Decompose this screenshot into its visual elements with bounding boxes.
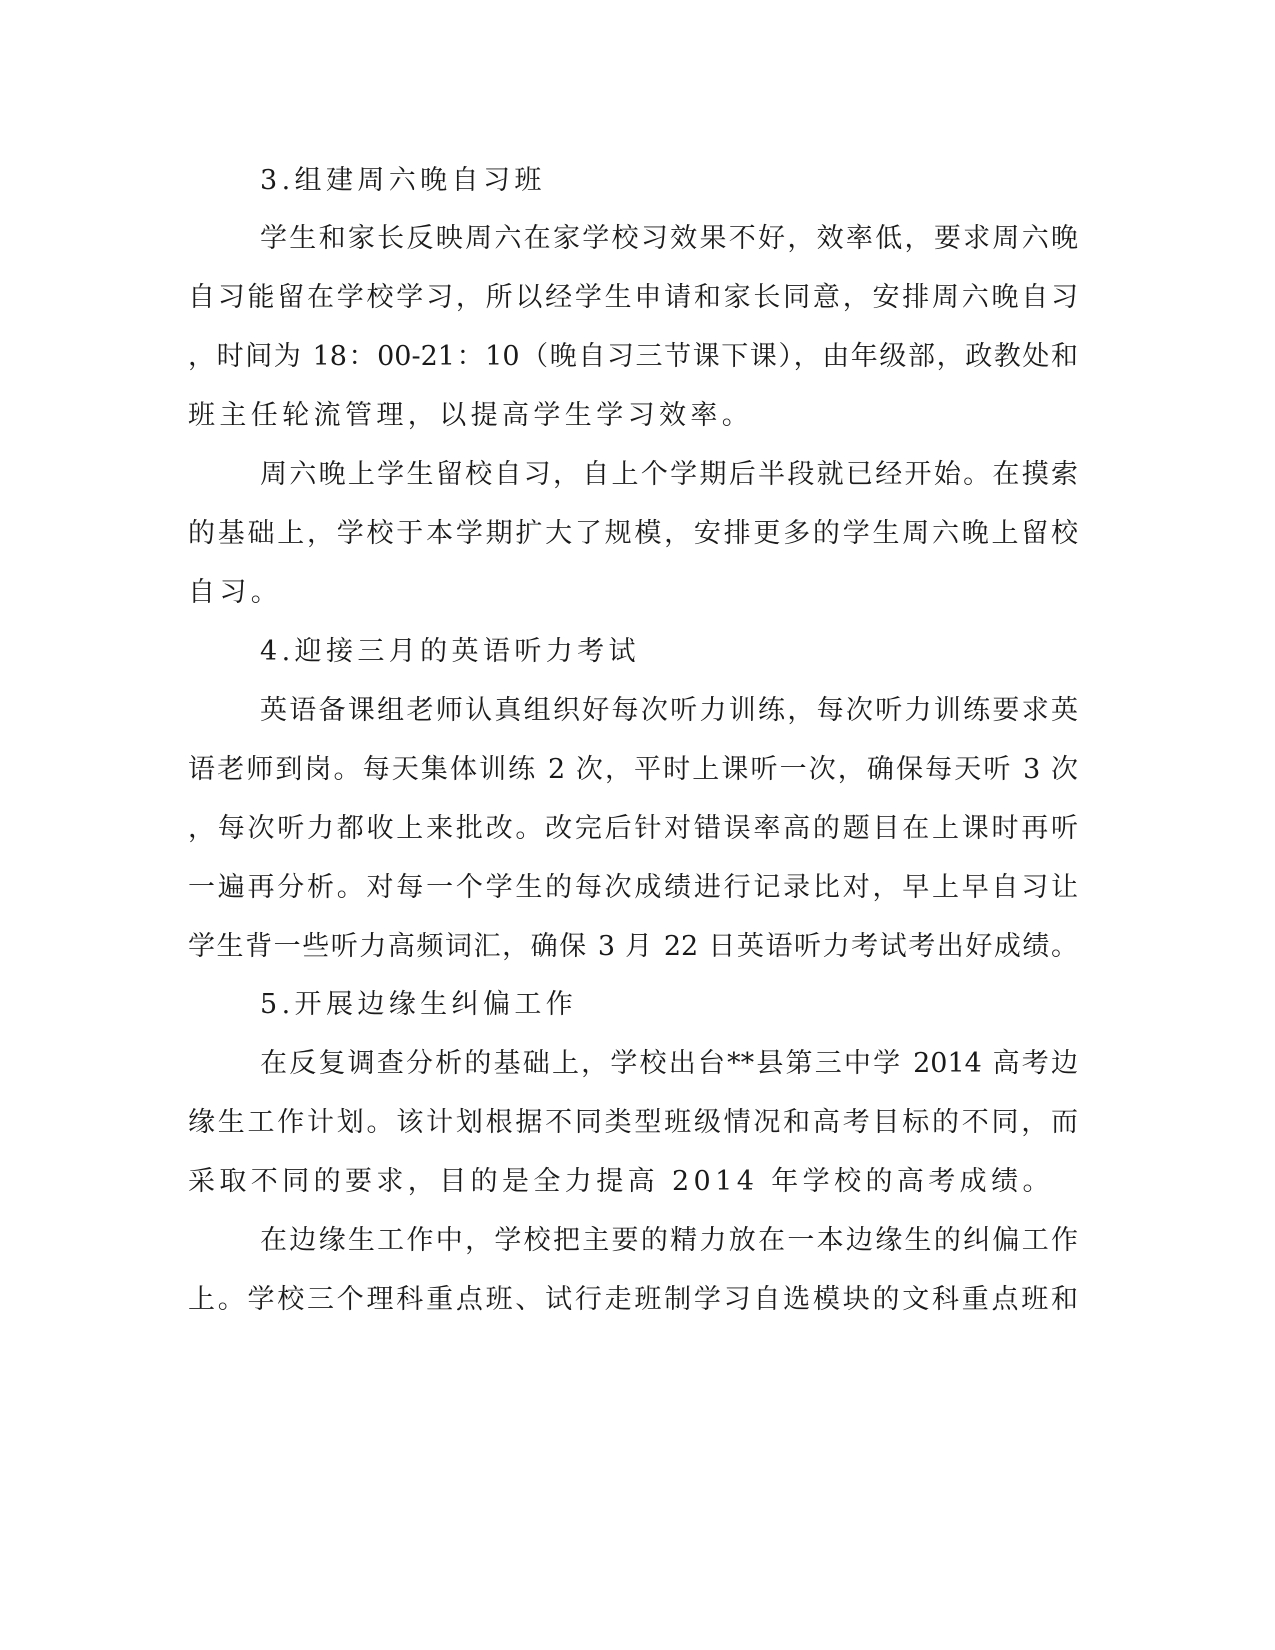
- paragraph-line: 班主任轮流管理，以提高学生学习效率。: [188, 400, 754, 431]
- heading-saturday-study: 3.组建周六晚自习班: [260, 165, 546, 196]
- paragraph-line: 采取不同的要求，目的是全力提高 2014 年学校的高考成绩。: [188, 1166, 1054, 1197]
- paragraph-line: 在边缘生工作中，学校把主要的精力放在一本边缘生的纠偏工作: [260, 1225, 1078, 1256]
- paragraph-line: 的基础上，学校于本学期扩大了规模，安排更多的学生周六晚上留校: [188, 518, 1078, 549]
- paragraph-line: 在反复调查分析的基础上，学校出台**县第三中学 2014 高考边: [260, 1048, 1078, 1079]
- paragraph-line: 英语备课组老师认真组织好每次听力训练，每次听力训练要求英: [260, 695, 1078, 726]
- paragraph-line: 一遍再分析。对每一个学生的每次成绩进行记录比对，早上早自习让: [188, 872, 1078, 903]
- paragraph-line: ，时间为 18：00-21：10（晚自习三节课下课），由年级部，政教处和: [188, 341, 1078, 372]
- paragraph-line: 语老师到岗。每天集体训练 2 次，平时上课听一次，确保每天听 3 次: [188, 754, 1078, 785]
- paragraph-line: 缘生工作计划。该计划根据不同类型班级情况和高考目标的不同，而: [188, 1107, 1078, 1138]
- paragraph-line: 学生背一些听力高频词汇，确保 3 月 22 日英语听力考试考出好成绩。: [188, 931, 1078, 962]
- paragraph-line: 上。学校三个理科重点班、试行走班制学习自选模块的文科重点班和: [188, 1284, 1078, 1315]
- paragraph-line: 周六晚上学生留校自习，自上个学期后半段就已经开始。在摸索: [260, 459, 1078, 490]
- paragraph-line: ，每次听力都收上来批改。改完后针对错误率高的题目在上课时再听: [188, 813, 1078, 844]
- paragraph-line: 自习。: [188, 577, 283, 608]
- heading-english-listening: 4.迎接三月的英语听力考试: [260, 636, 640, 667]
- paragraph-line: 自习能留在学校学习，所以经学生申请和家长同意，安排周六晚自习: [188, 282, 1078, 313]
- paragraph-line: 学生和家长反映周六在家学校习效果不好，效率低，要求周六晚: [260, 223, 1078, 254]
- heading-marginal-students: 5.开展边缘生纠偏工作: [260, 989, 578, 1020]
